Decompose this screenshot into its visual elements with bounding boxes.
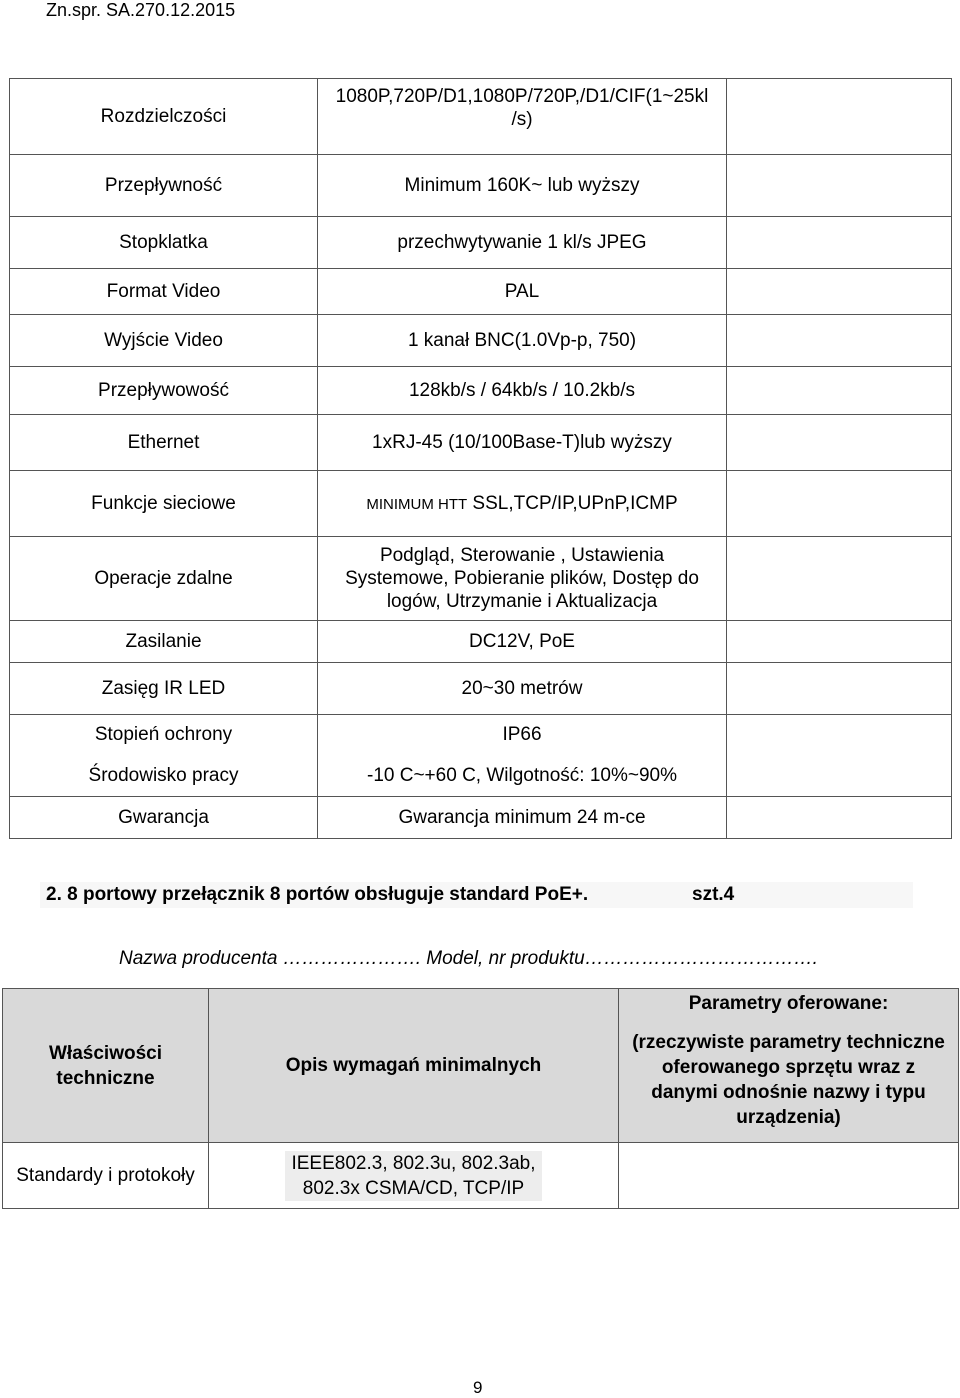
spec-offered	[727, 663, 952, 715]
spec-offered	[727, 755, 952, 797]
spec-value: 1 kanał BNC(1.0Vp-p, 750)	[318, 315, 727, 367]
offered-cell[interactable]	[619, 1143, 959, 1209]
spec-label: Zasilanie	[10, 621, 318, 663]
spec-offered	[727, 155, 952, 217]
spec-label: Operacje zdalne	[10, 537, 318, 621]
spec-value: 1xRJ-45 (10/100Base-T)lub wyższy	[318, 415, 727, 471]
spec-label: Przepływowość	[10, 367, 318, 415]
camera-spec-table	[9, 78, 952, 839]
producer-model-line: Nazwa producenta …………………. Model, nr produktu……………………………….	[119, 948, 818, 969]
spec-offered	[727, 415, 952, 471]
spec-value-prefix: MINIMUM HTT	[366, 495, 468, 513]
spec-offered	[727, 269, 952, 315]
spec-label: Przepływność	[10, 155, 318, 217]
spec-label: Zasięg IR LED	[10, 663, 318, 715]
spec-offered	[727, 797, 952, 839]
spec-value: przechwytywanie 1 kl/s JPEG	[318, 217, 727, 269]
col-header-requirements: Opis wymagań minimalnych	[209, 989, 619, 1143]
spec-value: DC12V, PoE	[318, 621, 727, 663]
col-header-offered	[619, 989, 959, 1143]
spec-value: -10 C~+60 C, Wilgotność: 10%~90%	[318, 755, 727, 797]
requirement-text: IEEE802.3, 802.3u, 802.3ab, 802.3x CSMA/CD, TCP/IP	[285, 1151, 541, 1201]
spec-offered	[727, 367, 952, 415]
spec-label: Rozdzielczości	[10, 79, 318, 155]
spec-label: Stopklatka	[10, 217, 318, 269]
page-number: 9	[473, 1378, 483, 1397]
spec-label: Format Video	[10, 269, 318, 315]
spec-label: Ethernet	[10, 415, 318, 471]
spec-value: 20~30 metrów	[318, 663, 727, 715]
col-header-properties: Właściwości techniczne	[3, 989, 209, 1143]
offered-title: Parametry oferowane:	[688, 993, 889, 1014]
spec-offered	[727, 621, 952, 663]
spec-label: Wyjście Video	[10, 315, 318, 367]
switch-offer-table	[2, 988, 959, 1209]
spec-value-text: SSL,TCP/IP,UPnP,ICMP	[467, 492, 678, 514]
offered-description: (rzeczywiste parametry techniczne oferowanego sprzętu wraz z danymi odnośnie nazwy i typu urządzenia)	[632, 1032, 945, 1128]
spec-label: Funkcje sieciowe	[10, 471, 318, 537]
document-reference: Zn.spr. SA.270.12.2015	[46, 0, 236, 20]
spec-offered	[727, 217, 952, 269]
spec-label: Stopień ochrony	[10, 715, 318, 755]
spec-offered	[727, 471, 952, 537]
spec-value: IP66	[318, 715, 727, 755]
spec-value: PAL	[318, 269, 727, 315]
section-quantity: szt.4	[692, 884, 735, 905]
spec-value: 128kb/s / 64kb/s / 10.2kb/s	[318, 367, 727, 415]
spec-value: Minimum 160K~ lub wyższy	[318, 155, 727, 217]
spec-value: Gwarancja minimum 24 m-ce	[318, 797, 727, 839]
spec-offered	[727, 315, 952, 367]
section-heading	[40, 882, 913, 908]
requirement-cell	[209, 1143, 619, 1209]
spec-offered	[727, 715, 952, 755]
spec-value: 1080P,720P/D1,1080P/720P,/D1/CIF(1~25kl /s)	[318, 79, 727, 155]
section-title: 2. 8 portowy przełącznik 8 portów obsługuje standard PoE+.	[46, 884, 589, 905]
property-cell: Standardy i protokoły	[3, 1143, 209, 1209]
spec-value: Podgląd, Sterowanie , Ustawienia Systemowe, Pobieranie plików, Dostęp do logów, Utrzymanie i Aktualizacja	[318, 537, 727, 621]
spec-value	[318, 471, 727, 537]
spec-offered	[727, 537, 952, 621]
spec-offered	[727, 79, 952, 155]
spec-label: Gwarancja	[10, 797, 318, 839]
spec-label: Środowisko pracy	[10, 755, 318, 797]
